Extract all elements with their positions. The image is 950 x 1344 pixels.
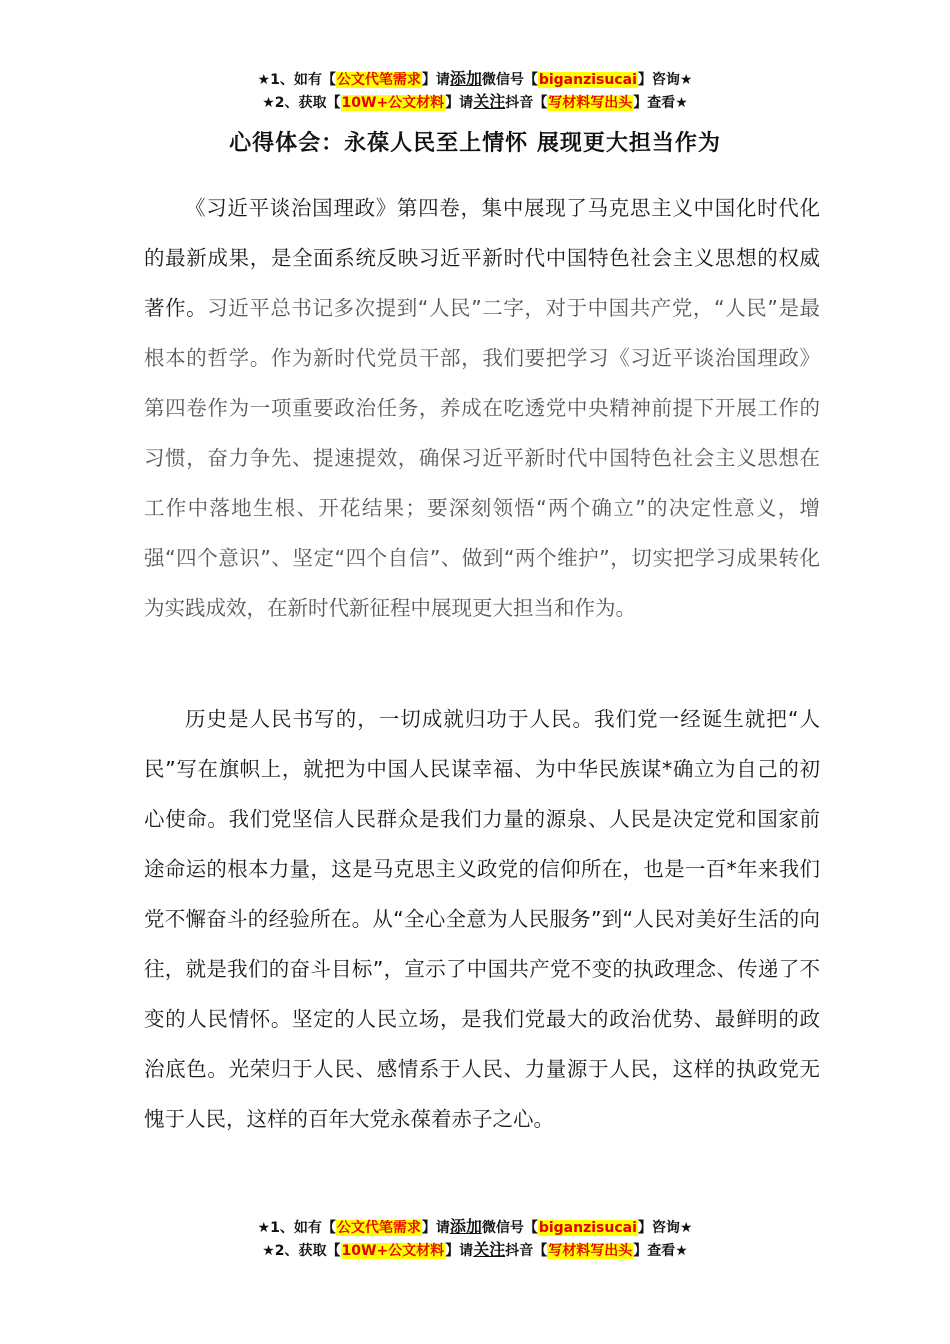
promo-text: 】请 bbox=[445, 1243, 474, 1259]
paragraph-text-muted: 习近平总书记多次提到“人民”二字，对于中国共产党，“人民”是最根本的哲学。作为新时代党员干部，我们要把学习《习近平谈治国理政》第四卷作为一项重要政治任务，养成在吃透党中央精神前提下开展工作的习惯，奋力争先、提速提效，确保习近平新时代中国特色社会主义思想在工作中落地生根、开花结果；要深刻领悟“两个确立”的决定性意义，增强“四个意识”、坚定“四个自信”、做到“两个维护”，切实把学习成果转化为实践成效，在新时代新征程中展现更大担当和作为。 bbox=[144, 296, 820, 620]
promo-underlined: 关注 bbox=[473, 1240, 506, 1259]
promo-text: ★2、获取【 bbox=[262, 95, 341, 111]
promo-line-2 bbox=[0, 1239, 950, 1262]
promo-line-2 bbox=[0, 91, 950, 114]
promo-highlight: 10W+公文材料 bbox=[341, 1243, 445, 1259]
promo-text: 】咨询★ bbox=[637, 1220, 693, 1236]
promo-header bbox=[0, 68, 950, 114]
promo-footer bbox=[0, 1216, 950, 1262]
promo-text: 抖音【 bbox=[505, 1243, 548, 1259]
body-paragraph-1 bbox=[144, 183, 820, 633]
promo-highlight: 公文代笔需求 bbox=[336, 1220, 421, 1236]
paragraph-text: 《习近平谈治国理政》第四卷，集中展现了马克思主义中国化时代化的最新成果，是全面系统反映习近平新时代中国特色社会主义思想的权威著作。 bbox=[144, 196, 820, 320]
promo-underlined: 关注 bbox=[473, 92, 506, 111]
promo-line-1 bbox=[0, 68, 950, 91]
document-title: 心得体会：永葆人民至上情怀 展现更大担当作为 bbox=[229, 131, 721, 156]
promo-text: 】查看★ bbox=[633, 1243, 688, 1259]
promo-line-1 bbox=[0, 1216, 950, 1239]
promo-wechat-id: biganzisucai bbox=[538, 72, 637, 88]
promo-text: 】请 bbox=[445, 95, 474, 111]
promo-text: 】请 bbox=[421, 72, 450, 88]
promo-text: 】请 bbox=[421, 1220, 450, 1236]
body-paragraph-2: 历史是人民书写的，一切成就归功于人民。我们党一经诞生就把“人民”写在旗帜上，就把为中国人民谋幸福、为中华民族谋*确立为自己的初心使命。我们党坚信人民群众是我们力量的源泉、人民是决定党和国家前途命运的根本力量，这是马克思主义政党的信仰所在，也是一百*年来我们党不懈奋斗的经验所在。从“全心全意为人民服务”到“人民对美好生活的向往，就是我们的奋斗目标”，宣示了中国共产党不变的执政理念、传递了不变的人民情怀。坚定的人民立场，是我们党最大的政治优势、最鲜明的政治底色。光荣归于人民、感情系于人民、力量源于人民，这样的执政党无愧于人民，这样的百年大党永葆着赤子之心。 bbox=[144, 707, 820, 1131]
promo-underlined: 添加 bbox=[449, 69, 482, 88]
promo-text: 】咨询★ bbox=[637, 72, 693, 88]
promo-text: ★1、如有【 bbox=[257, 1220, 336, 1236]
promo-underlined: 添加 bbox=[449, 1217, 482, 1236]
promo-wechat-id: biganzisucai bbox=[538, 1220, 637, 1236]
promo-highlight: 公文代笔需求 bbox=[336, 72, 421, 88]
promo-text: 】查看★ bbox=[633, 95, 688, 111]
promo-douyin-id: 写材料写出头 bbox=[548, 1243, 633, 1259]
promo-text: ★2、获取【 bbox=[262, 1243, 341, 1259]
promo-douyin-id: 写材料写出头 bbox=[548, 95, 633, 111]
promo-text: 微信号【 bbox=[481, 1220, 538, 1236]
promo-text: ★1、如有【 bbox=[257, 72, 336, 88]
promo-text: 抖音【 bbox=[505, 95, 548, 111]
promo-highlight: 10W+公文材料 bbox=[341, 95, 445, 111]
promo-text: 微信号【 bbox=[481, 72, 538, 88]
